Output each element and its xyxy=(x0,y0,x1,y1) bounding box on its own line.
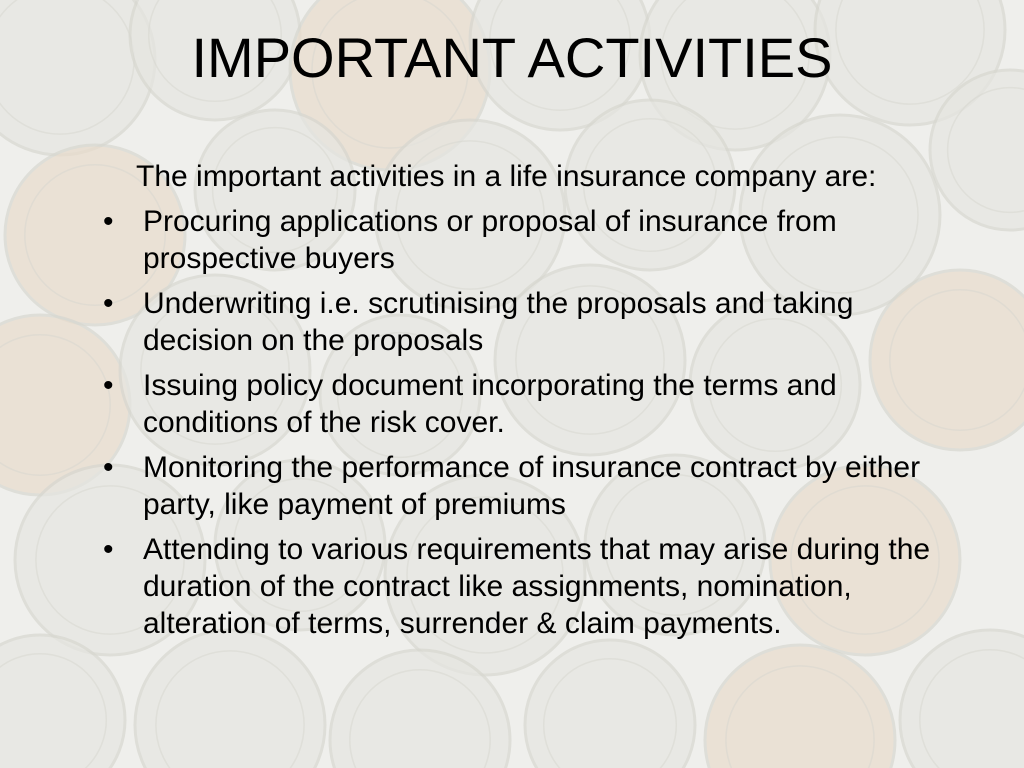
list-item xyxy=(102,203,952,277)
activity-list xyxy=(102,203,952,642)
list-item-text: Procuring applications or proposal of insurance from prospective buyers xyxy=(143,205,837,275)
slide-body xyxy=(102,158,952,650)
bullet-icon: • xyxy=(103,533,114,566)
list-item-text: Underwriting i.e. scrutinising the proposals and taking decision on the proposals xyxy=(143,287,854,357)
list-item xyxy=(102,449,952,523)
bullet-icon: • xyxy=(103,369,114,402)
list-item xyxy=(102,285,952,359)
list-item-text: Monitoring the performance of insurance contract by either party, like payment of premiums xyxy=(143,451,921,521)
list-item xyxy=(102,531,952,642)
bullet-icon: • xyxy=(103,205,114,238)
list-item-text: Attending to various requirements that may arise during the duration of the contract like assignments, nomination, alteration of terms, surrender & claim payments. xyxy=(143,533,931,640)
list-item-text: Issuing policy document incorporating the terms and conditions of the risk cover. xyxy=(143,369,837,439)
intro-text: The important activities in a life insurance company are: xyxy=(136,160,877,193)
bullet-icon: • xyxy=(103,287,114,320)
list-item xyxy=(102,367,952,441)
slide-title: IMPORTANT ACTIVITIES xyxy=(191,26,833,89)
bullet-icon: • xyxy=(103,451,114,484)
